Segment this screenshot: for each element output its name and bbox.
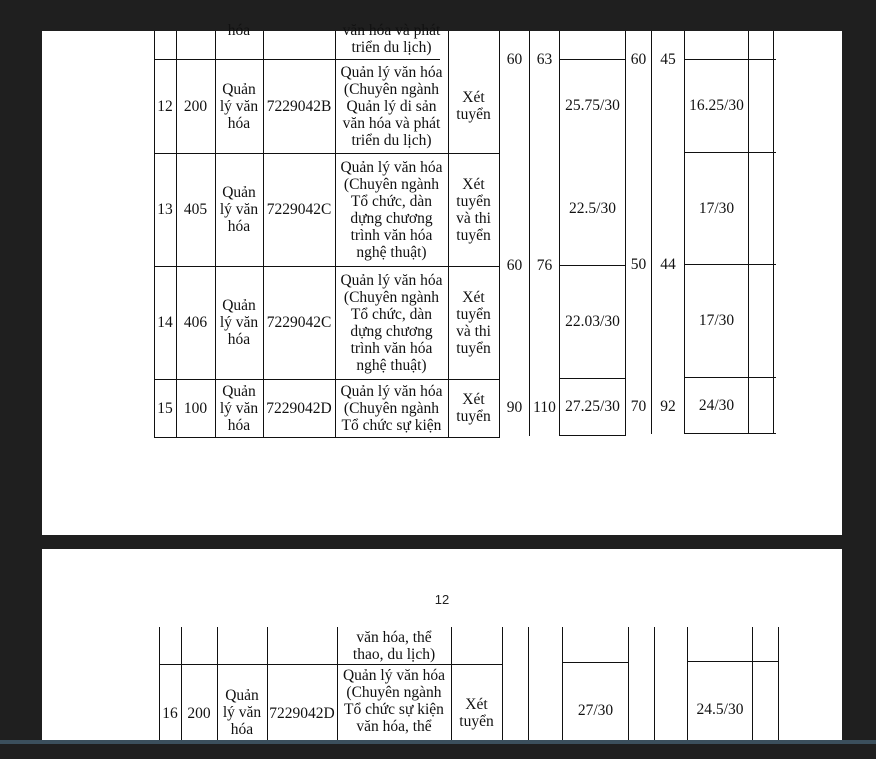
quota-cell: 70 xyxy=(630,397,647,415)
col-border xyxy=(654,627,655,744)
description-cell: Quản lý văn hóa (Chuyên ngành Quản lý di sản văn hóa và phát triển du lịch) xyxy=(340,63,443,149)
row-border xyxy=(563,662,629,663)
score-cell: 27/30 xyxy=(577,701,614,719)
stt-cell: 13 xyxy=(157,201,173,218)
quota-cell: 44 xyxy=(660,255,676,273)
col-border xyxy=(502,627,503,744)
col-border xyxy=(651,31,652,434)
code-cell: 405 xyxy=(183,201,208,218)
quota-cell: 90 xyxy=(506,398,523,416)
score-cell: 22.03/30 xyxy=(565,313,620,330)
stt-cell: 12 xyxy=(157,97,173,115)
description-cell: Quản lý văn hóa (Chuyên ngành Tổ chức, dàn dựng chương trình văn hóa nghệ thuật) xyxy=(340,158,443,261)
name-fragment: hóa xyxy=(227,21,251,39)
code-cell: 100 xyxy=(183,399,208,417)
score-cell: 16.25/30 xyxy=(689,97,744,114)
major-name-cell: Quản lý văn hóa xyxy=(219,80,259,132)
score-cell: 24.5/30 xyxy=(696,700,744,718)
description-cell: Quản lý văn hóa (Chuyên ngành Tổ chức sự kiện xyxy=(340,382,443,434)
stt-cell: 15 xyxy=(157,399,173,417)
document-page-1 xyxy=(42,21,842,535)
method-cell: Xét tuyển xyxy=(459,696,494,730)
major-name-cell: Quản lý văn hóa xyxy=(222,686,262,738)
code-cell: 406 xyxy=(183,314,208,331)
stt-cell: 14 xyxy=(157,314,173,331)
table-bottom-border xyxy=(685,433,776,434)
quota-cell: 60 xyxy=(630,50,647,68)
score-cell: 17/30 xyxy=(698,312,735,329)
description-fragment: văn hóa, thể thao, du lịch) xyxy=(352,628,436,663)
major-code-cell: 7229042D xyxy=(266,399,332,417)
col-border xyxy=(529,31,530,436)
major-name-cell: Quản lý văn hóa xyxy=(219,297,259,348)
major-name-cell: Quản lý văn hóa xyxy=(219,382,259,434)
col-border xyxy=(499,31,500,438)
method-cell: Xét tuyển xyxy=(456,391,491,425)
col-border xyxy=(748,31,749,434)
quota-cell: 63 xyxy=(536,50,553,68)
quota-cell: 92 xyxy=(660,397,676,415)
quota-cell: 110 xyxy=(533,398,556,416)
major-code-cell: 7229042C xyxy=(266,314,332,331)
code-cell: 200 xyxy=(187,704,211,722)
row-border xyxy=(688,661,779,662)
page-number: 12 xyxy=(434,592,450,607)
method-cell: Xét tuyển và thi tuyển xyxy=(456,175,491,244)
quota-cell: 60 xyxy=(506,50,523,68)
col-border xyxy=(778,627,779,744)
score-cell: 27.25/30 xyxy=(565,397,620,415)
major-code-cell: 7229042D xyxy=(269,704,335,722)
col-border xyxy=(528,627,529,744)
description-cell: Quản lý văn hóa (Chuyên ngành Tổ chức, dàn dựng chương trình văn hóa nghệ thuật) xyxy=(340,271,443,374)
stt-cell: 16 xyxy=(162,704,178,722)
score-cell: 25.75/30 xyxy=(565,97,620,114)
document-page-2 xyxy=(42,549,842,744)
quota-cell: 76 xyxy=(536,256,553,274)
col-border xyxy=(625,31,626,436)
quota-cell: 50 xyxy=(630,255,647,273)
score-cell: 17/30 xyxy=(698,200,735,217)
code-cell: 200 xyxy=(183,97,208,115)
description-cell: Quản lý văn hóa (Chuyên ngành Tổ chức sự kiện văn hóa, thể xyxy=(342,667,445,735)
taskbar-strip xyxy=(0,740,876,744)
description-fragment: văn hóa và phát triển du lịch) xyxy=(342,22,441,56)
col-border xyxy=(752,627,753,744)
major-name-cell: Quản lý văn hóa xyxy=(219,184,259,235)
score-cell: 22.5/30 xyxy=(569,200,616,217)
method-cell: Xét tuyển và thi tuyển xyxy=(456,288,491,357)
major-code-cell: 7229042B xyxy=(266,97,332,115)
method-cell: Xét tuyển xyxy=(456,89,491,123)
score-cell: 24/30 xyxy=(698,396,735,414)
major-code-cell: 7229042C xyxy=(266,201,332,218)
col-border xyxy=(773,31,774,434)
table-bottom-border xyxy=(560,435,626,436)
quota-cell: 45 xyxy=(660,50,676,68)
quota-cell: 60 xyxy=(506,256,523,274)
col-border xyxy=(628,627,629,744)
